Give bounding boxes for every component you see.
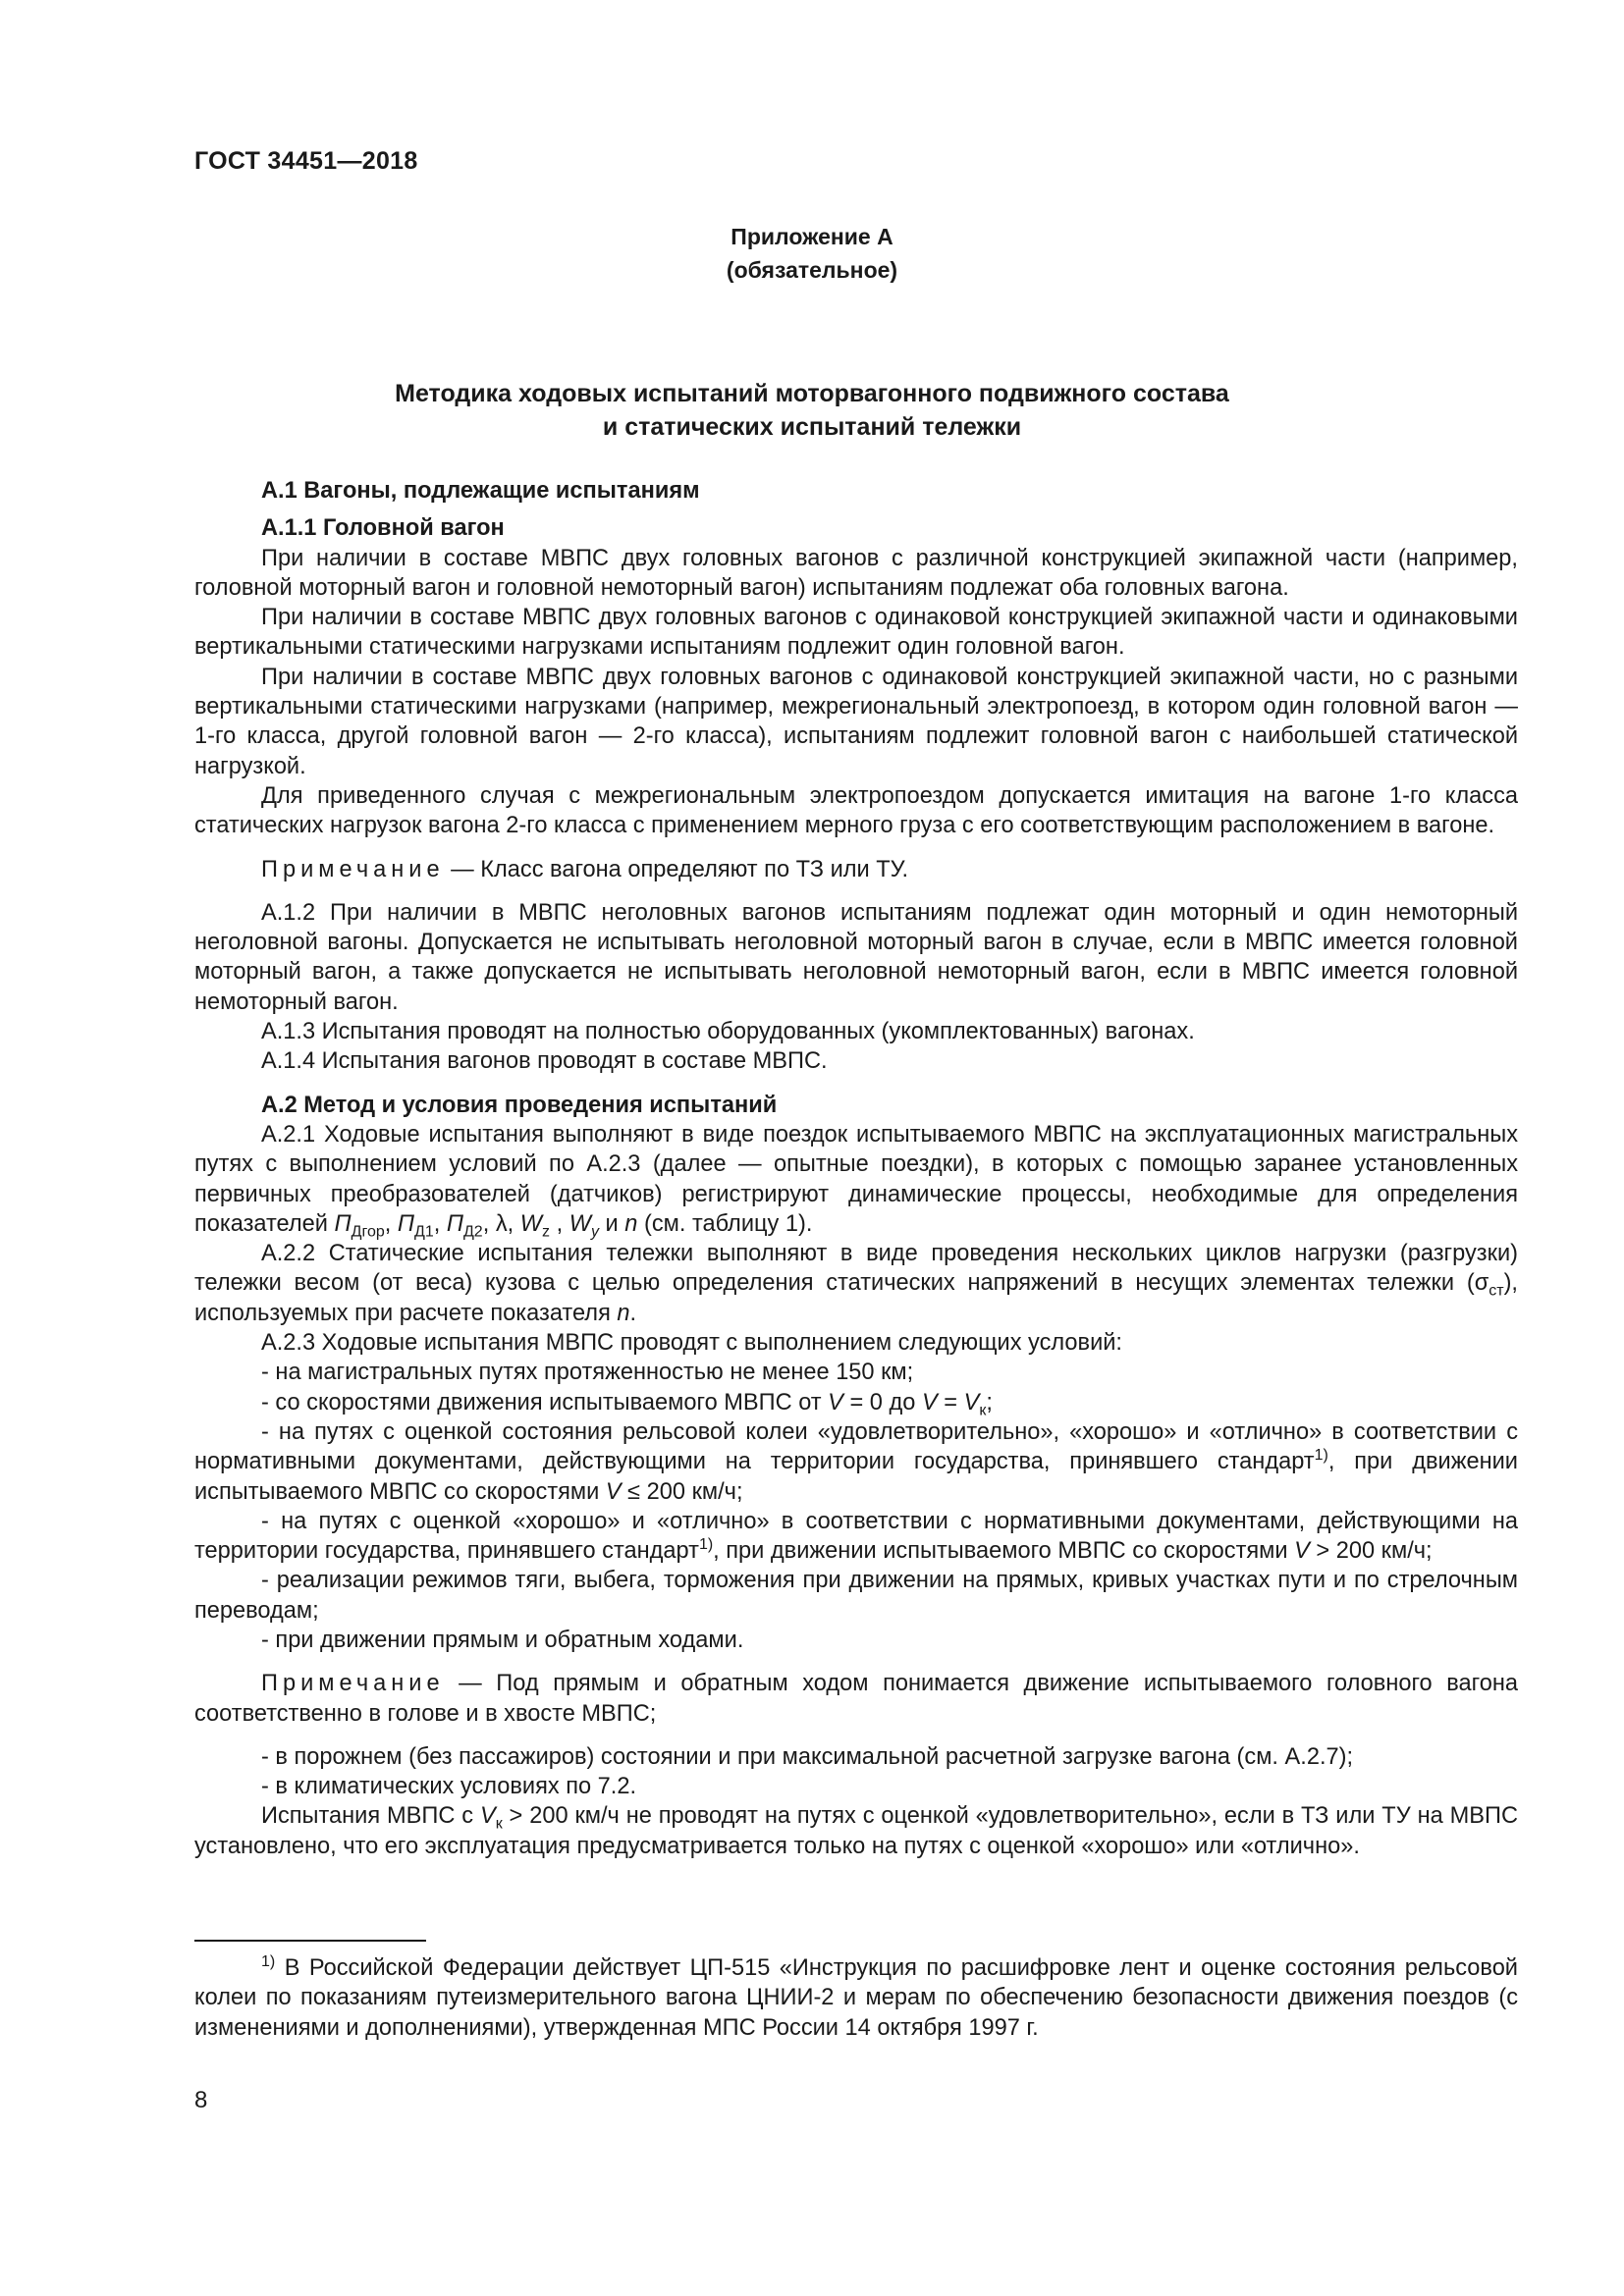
symbol: n — [617, 1300, 630, 1326]
text: - на путях с оценкой состояния рельсовой колеи «удовлетворительно», «хорошо» и «отлично» в соответствии с нормативными документами, действующими на территории государства, принявшего стандарт — [194, 1418, 1518, 1475]
list-item: - реализации режимов тяги, выбега, торможения при движении на прямых, кривых участках пути и по стрелочным переводам; — [194, 1568, 1518, 1624]
list-item — [194, 1507, 1518, 1567]
page-number: 8 — [194, 2087, 208, 2113]
text: (см. таблицу 1). — [637, 1210, 813, 1237]
text: А.2.1 Ходовые испытания выполняют в виде поездок испытываемого МВПС на эксплуатационных магистральных путях с выполнением условий по А.2.3 (далее — опытные поездки), в которых с помощью заранее установленных первичных преобразователей (датчиков) регистрируют динамические процессы, необходимые для определения показателей — [194, 1121, 1518, 1237]
symbol: П — [334, 1210, 352, 1237]
symbol: V — [1294, 1538, 1310, 1565]
symbol: П — [446, 1210, 463, 1237]
symbol: V — [605, 1478, 622, 1505]
paragraph: А.2.3 Ходовые испытания МВПС проводят с выполнением следующих условий: — [261, 1330, 1122, 1357]
appendix-status: (обязательное) — [726, 257, 898, 283]
text: А.2.2 Статические испытания тележки выполняют в виде проведения нескольких циклов нагрузки (разгрузки) тележки весом (от веса) кузова с целью определения статических напряжений в несущих элементах тележки ( — [194, 1241, 1518, 1297]
heading-a1: А.1 Вагоны, подлежащие испытаниям — [261, 478, 700, 504]
paragraph: При наличии в составе МВПС двух головных вагонов с одинаковой конструкцией экипажной части, но с разными вертикальными статическими нагрузками (например, межрегиональный электропоезд, в котором один головной вагон — 1-го класса, другой головной вагон — 2-го класса), испытаниям подлежит головной вагон с наибольшей статической нагрузкой. — [194, 664, 1518, 779]
footnote-text: В Российской Федерации действует ЦП-515 «Инструкция по расшифровке лент и оценке состояния рельсовой колеи по показаниям путеизмерительного вагона ЦНИИ-2 и мерам по обеспечению безопасности движения поездов (с изменениями и дополнениями), утвержденная МПС России 14 октября 1997 г. — [194, 1955, 1518, 2041]
paragraph: А.1.3 Испытания проводят на полностью оборудованных (укомплектованных) вагонах. — [261, 1019, 1195, 1045]
note-label: Примечание — [261, 856, 445, 882]
paragraph: При наличии в составе МВПС двух головных вагонов с одинаковой конструкцией экипажной части и одинаковыми вертикальными статическими нагрузками испытаниям подлежит один головной вагон. — [194, 605, 1518, 661]
symbol: σ — [1474, 1270, 1489, 1297]
symbol: V — [963, 1389, 980, 1415]
list-item — [194, 1417, 1518, 1507]
text: Испытания МВПС с — [261, 1803, 480, 1830]
paragraph: Для приведенного случая с межрегиональным электропоездом допускается имитация на вагоне 1-го класса статических нагрузок вагона 2-го класса с применением мерного груза с его соответствующим расположением в вагоне. — [194, 782, 1518, 839]
note — [194, 855, 1518, 884]
note — [194, 1669, 1518, 1729]
subscript: Дгор — [351, 1223, 385, 1241]
symbol: V — [921, 1389, 938, 1415]
text: - со скоростями движения испытываемого МВПС от — [261, 1389, 829, 1415]
subscript: ст — [1489, 1283, 1504, 1301]
list-item: - в климатических условиях по 7.2. — [261, 1774, 637, 1800]
paragraph — [194, 1801, 1518, 1861]
appendix-title: Приложение А — [731, 224, 893, 249]
subscript: z — [542, 1223, 551, 1241]
note-text: — Класс вагона определяют по ТЗ или ТУ. — [444, 856, 909, 882]
text: , при движении испытываемого МВПС со скоростями — [713, 1538, 1295, 1565]
list-item: - в порожнем (без пассажиров) состоянии и при максимальной расчетной загрузке вагона (см. А.2.7); — [261, 1743, 1354, 1770]
subscript: Д2 — [462, 1223, 483, 1241]
symbol: П — [397, 1210, 414, 1237]
subscript: к — [979, 1402, 987, 1419]
subscript: Д1 — [414, 1223, 434, 1241]
text: ≤ 200 км/ч; — [621, 1478, 743, 1505]
text: = 0 до — [842, 1389, 922, 1415]
symbol: W — [519, 1210, 543, 1237]
document-body — [194, 476, 1518, 1861]
note-text: — Под прямым и обратным ходом понимается движение испытываемого головного вагона соответственно в голове и в хвосте МВПС; — [194, 1671, 1518, 1727]
text: , при движении испытываемого МВПС со скоростями — [194, 1449, 1518, 1505]
section-title — [196, 377, 1428, 444]
symbol: n — [624, 1210, 638, 1237]
paragraph: А.2.1 Ходовые испытания выполняют в виде поездок испытываемого МВПС на эксплуатационных магистральных путях с выполнением условий по А.2.3 (далее — опытные поездки), в которых с помощью заранее установленных первичных преобразователей (датчиков) регистрируют динамические процессы, необходимые для определения показателей $П_{Дгор}$, $П_{Д1}$, $П_{Д2}$, λ, $W_z$ , $W_y$ и n (см. таблицу 1). — [194, 1121, 1518, 1241]
paragraph: А.1.4 Испытания вагонов проводят в составе МВПС. — [261, 1048, 828, 1075]
paragraph: При наличии в составе МВПС двух головных вагонов с различной конструкцией экипажной части (например, головной моторный вагон и головной немоторный вагон) испытаниям подлежат оба головных вагона. — [194, 545, 1518, 601]
footnote-mark: 1) — [261, 1953, 276, 1971]
list-item: - при движении прямым и обратным ходами. — [261, 1627, 744, 1653]
paragraph: А.2.2 Статические испытания тележки выполняют в виде проведения нескольких циклов нагрузки (разгрузки) тележки весом (от веса) кузова с целью определения статических напряжений в несущих элементах тележки $(\sigma_{ст})$, используемых при расчете показателя n. — [194, 1241, 1518, 1326]
heading-a2: А.2 Метод и условия проведения испытаний — [261, 1092, 778, 1118]
list-item: - на магистральных путях протяженностью не менее 150 км; — [261, 1360, 914, 1386]
footnote-ref: 1) — [1314, 1447, 1328, 1465]
subscript: y — [590, 1223, 599, 1241]
heading-a11: А.1.1 Головной вагон — [261, 515, 505, 542]
symbol: λ — [495, 1210, 508, 1237]
paragraph: А.1.2 При наличии в МВПС неголовных вагонов испытаниям подлежат один моторный и один немоторный неголовной вагоны. Допускается не испытывать неголовной моторный вагон в случае, если в МВПС имеется головной моторный вагон, а также допускается не испытывать неголовной немоторный вагон, если в МВПС имеется головной немоторный вагон. — [194, 899, 1518, 1015]
footnote — [194, 1953, 1518, 2043]
footnote-ref: 1) — [698, 1536, 714, 1554]
text: > 200 км/ч; — [1309, 1538, 1433, 1565]
symbol: W — [568, 1210, 591, 1237]
note-label: Примечание — [261, 1671, 445, 1697]
footnote-divider — [194, 1940, 426, 1942]
document-header: ГОСТ 34451—2018 — [194, 147, 418, 175]
section-title-line2: и статических испытаний тележки — [602, 413, 1022, 441]
symbol: V — [479, 1803, 496, 1830]
subscript: к — [495, 1816, 503, 1834]
text: - на путях с оценкой «хорошо» и «отлично» в соответствии с нормативными документами, действующими на территории государства, принявшего стандарт — [194, 1508, 1518, 1565]
section-title-line1: Методика ходовых испытаний моторвагонного подвижного состава — [395, 380, 1229, 407]
list-item: - со скоростями движения испытываемого МВПС от V = 0 до $V = V_к$; — [261, 1389, 993, 1419]
text: > 200 км/ч не проводят на путях с оценкой «удовлетворительно», если в ТЗ или ТУ на МВПС установлено, что его эксплуатация предусматривается только на путях с оценкой «хорошо» или «отлично». — [194, 1803, 1518, 1859]
symbol: V — [828, 1389, 843, 1415]
text: ), используемых при расчете показателя — [194, 1270, 1518, 1326]
